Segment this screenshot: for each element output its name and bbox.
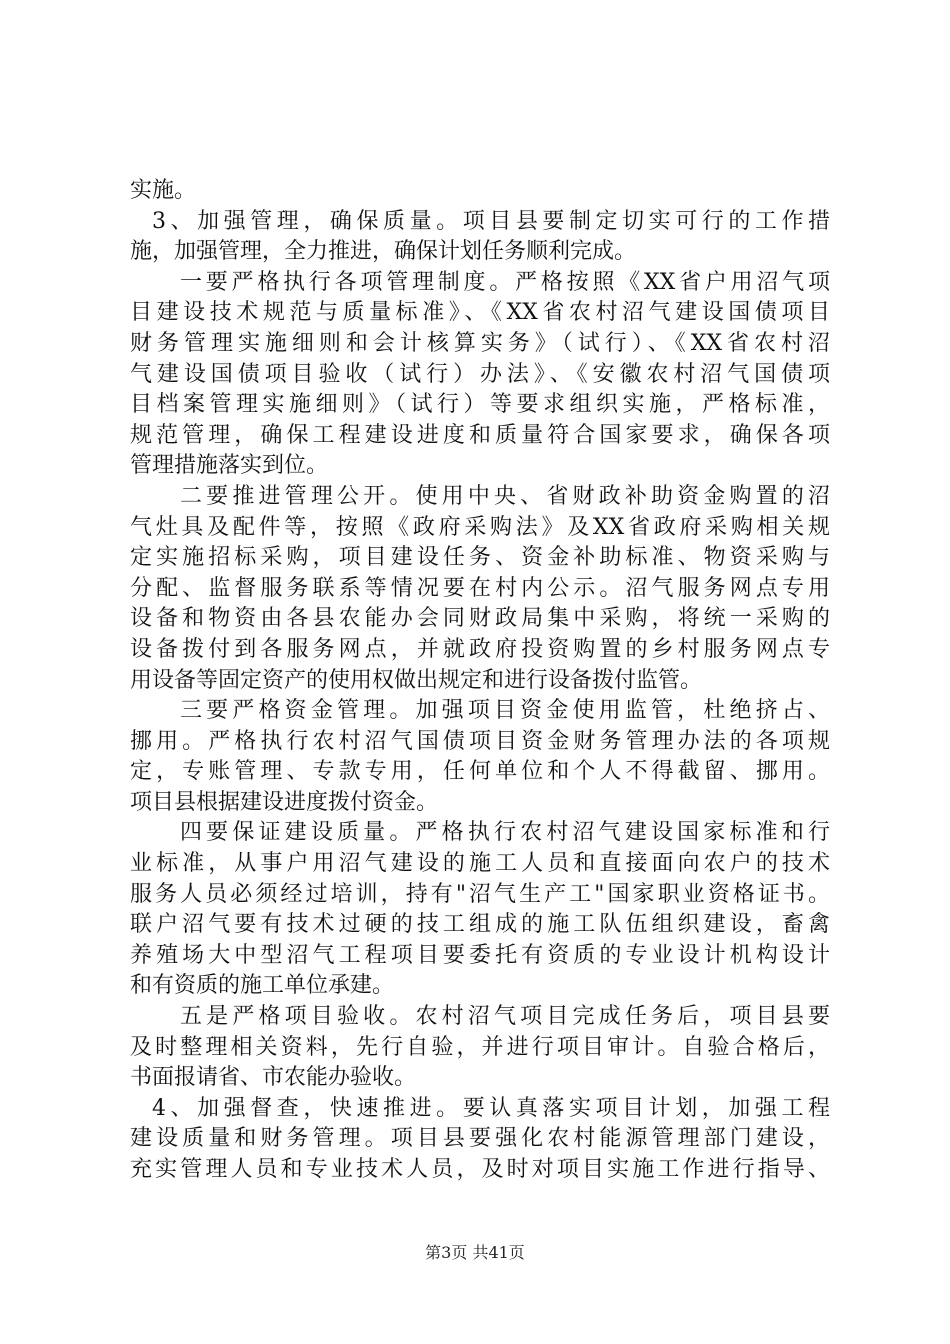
- text-line: 服务人员必须经过培训，持有"沼气生产工"国家职业资格证书。: [130, 881, 830, 907]
- text-line: 设备和物资由各县农能办会同财政局集中采购，将统一采购的: [130, 606, 830, 632]
- text-line: 一要严格执行各项管理制度。严格按照《XX省户用沼气项: [180, 269, 830, 295]
- text-line: 挪用。严格执行农村沼气国债项目资金财务管理办法的各项规: [130, 728, 830, 754]
- text-line: 实施。: [130, 178, 197, 203]
- text-line: 分配、监督服务联系等情况要在村内公示。沼气服务网点专用: [130, 575, 830, 601]
- text-line: 定实施招标采购，项目建设任务、资金补助标准、物资采购与: [130, 545, 830, 571]
- page-footer: 第3页 共41页: [425, 1243, 525, 1262]
- text-line: 目建设技术规范与质量标准》、《XX省农村沼气建设国债项目: [130, 300, 830, 326]
- text-line: 四要保证建设质量。严格执行农村沼气建设国家标准和行: [180, 820, 830, 846]
- text-line: 气灶具及配件等，按照《政府采购法》及XX省政府采购相关规: [130, 514, 830, 540]
- text-line: 养殖场大中型沼气工程项目要委托有资质的专业设计机构设计: [130, 942, 830, 968]
- text-line: 书面报请省、市农能办验收。: [130, 1065, 417, 1091]
- text-line: 二要推进管理公开。使用中央、省财政补助资金购置的沼: [180, 483, 830, 509]
- text-line: 3、加强管理，确保质量。项目县要制定切实可行的工作措: [152, 208, 830, 234]
- text-line: 目档案管理实施细则》（试行）等要求组织实施，严格标准，: [130, 392, 830, 418]
- text-line: 设备拨付到各服务网点，并就政府投资购置的乡村服务网点专: [130, 636, 830, 662]
- text-line: 及时整理相关资料，先行自验，并进行项目审计。自验合格后，: [130, 1034, 830, 1060]
- text-line: 和有资质的施工单位承建。: [130, 973, 395, 999]
- text-line: 气建设国债项目验收（试行）办法》、《安徽农村沼气国债项: [130, 361, 830, 387]
- text-line: 项目县根据建设进度拨付资金。: [130, 789, 439, 815]
- text-line: 4、加强督查，快速推进。要认真落实项目计划，加强工程: [152, 1095, 830, 1121]
- text-line: 五是严格项目验收。农村沼气项目完成任务后，项目县要: [180, 1004, 830, 1030]
- text-line: 定，专账管理、专款专用，任何单位和个人不得截留、挪用。: [130, 759, 830, 785]
- text-line: 三要严格资金管理。加强项目资金使用监管，杜绝挤占、: [180, 698, 830, 724]
- body-text: [130, 176, 830, 1186]
- text-line: 财务管理实施细则和会计核算实务》（试行）、《XX省农村沼: [130, 330, 830, 356]
- text-line: 用设备等固定资产的使用权做出规定和进行设备拨付监管。: [130, 667, 703, 693]
- text-line: 规范管理，确保工程建设进度和质量符合国家要求，确保各项: [130, 422, 830, 448]
- text-line: 业标准，从事户用沼气建设的施工人员和直接面向农户的技术: [130, 851, 830, 877]
- text-line: 联户沼气要有技术过硬的技工组成的施工队伍组织建设，畜禽: [130, 912, 830, 938]
- text-line: 充实管理人员和专业技术人员，及时对项目实施工作进行指导、: [130, 1157, 830, 1182]
- text-line: 建设质量和财务管理。项目县要强化农村能源管理部门建设，: [130, 1126, 830, 1152]
- text-line: 施，加强管理，全力推进，确保计划任务顺利完成。: [130, 239, 637, 265]
- text-line: 管理措施落实到位。: [130, 453, 329, 479]
